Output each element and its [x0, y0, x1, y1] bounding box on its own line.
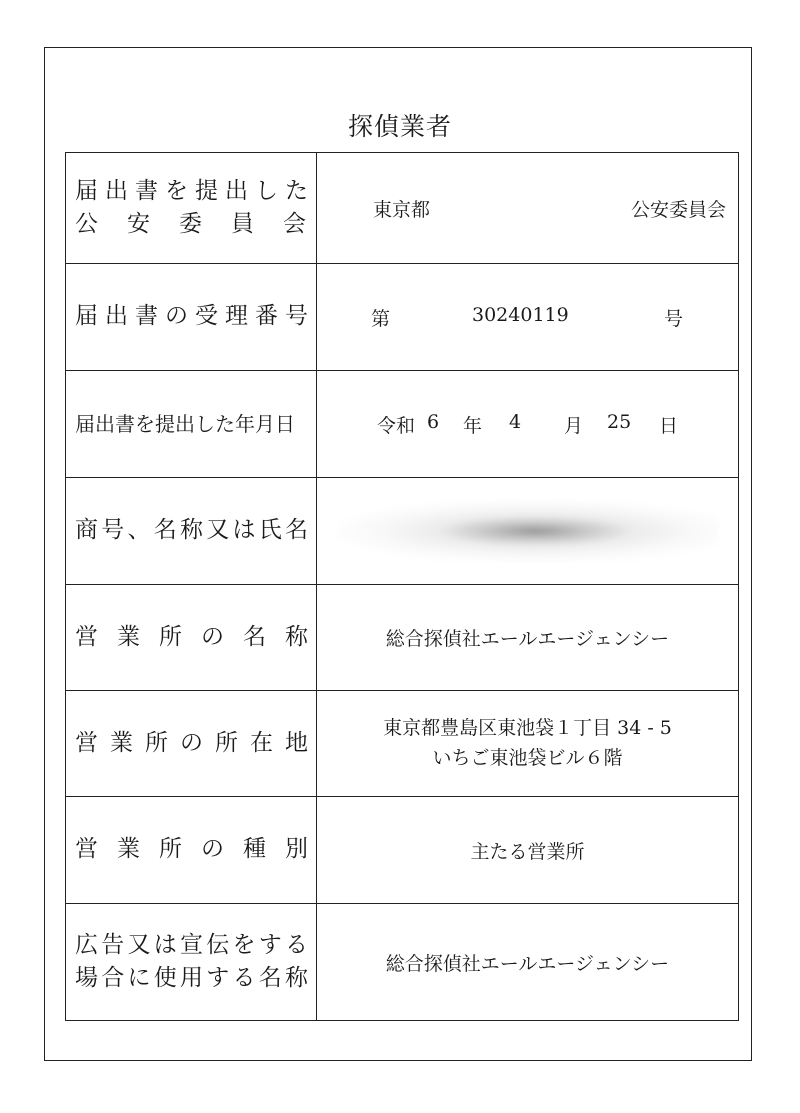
- value-trade-name: [317, 478, 739, 585]
- label-office-type: 営業所の種別: [66, 797, 317, 904]
- value-submission-date: [317, 371, 739, 478]
- label-committee: [66, 153, 317, 264]
- label-committee-line2: 公安委員会: [75, 211, 306, 237]
- receipt-number: 30240119: [472, 304, 569, 326]
- date-year-unit: 年: [463, 415, 483, 437]
- date-era: 令和: [377, 415, 416, 437]
- value-receipt-number: [317, 264, 739, 371]
- table-row-advertising-name: [66, 904, 739, 1021]
- value-office-type: 主たる営業所: [317, 797, 739, 904]
- table-row-receipt-number: [66, 264, 739, 371]
- date-month: 4: [509, 411, 522, 433]
- table-row-trade-name: [66, 478, 739, 585]
- certificate-table: [65, 152, 739, 1021]
- value-office-address: [317, 691, 739, 797]
- value-office-name: 総合探偵社エールエージェンシー: [317, 585, 739, 691]
- label-committee-line1: 届出書を提出した: [75, 177, 308, 204]
- table-row-committee: [66, 153, 739, 264]
- redacted-blur: [337, 500, 718, 562]
- value-advertising-name: 総合探偵社エールエージェンシー: [317, 904, 739, 1021]
- address-line2: いちご東池袋ビル６階: [432, 746, 623, 769]
- date-day: 25: [607, 411, 632, 433]
- date-month-unit: 月: [564, 415, 584, 437]
- label-advertising-line1: 広告又は宣伝をする: [75, 931, 308, 958]
- document-title: 探偵業者: [347, 112, 452, 141]
- label-receipt-number: 届出書の受理番号: [66, 264, 317, 371]
- table-row-office-address: [66, 691, 739, 797]
- value-committee: [317, 153, 739, 264]
- label-office-name: 営業所の名称: [66, 585, 317, 691]
- date-year: 6: [427, 411, 440, 433]
- committee-prefecture: 東京都: [373, 198, 431, 221]
- table-row-office-name: [66, 585, 739, 691]
- committee-name: 公安委員会: [630, 198, 726, 221]
- table-row-office-type: [66, 797, 739, 904]
- address-line1: 東京都豊島区東池袋１丁目 34 - 5: [383, 717, 672, 740]
- receipt-suffix: 号: [664, 308, 684, 330]
- table-row-submission-date: [66, 371, 739, 478]
- label-advertising-line2: 場合に使用する名称: [75, 965, 308, 991]
- label-office-address: 営業所の所在地: [66, 691, 317, 797]
- date-day-unit: 日: [659, 415, 679, 437]
- receipt-prefix: 第: [371, 308, 391, 330]
- label-trade-name: 商号、名称又は氏名: [66, 478, 317, 585]
- label-advertising-name: [66, 904, 317, 1021]
- label-submission-date: 届出書を提出した年月日: [66, 371, 317, 478]
